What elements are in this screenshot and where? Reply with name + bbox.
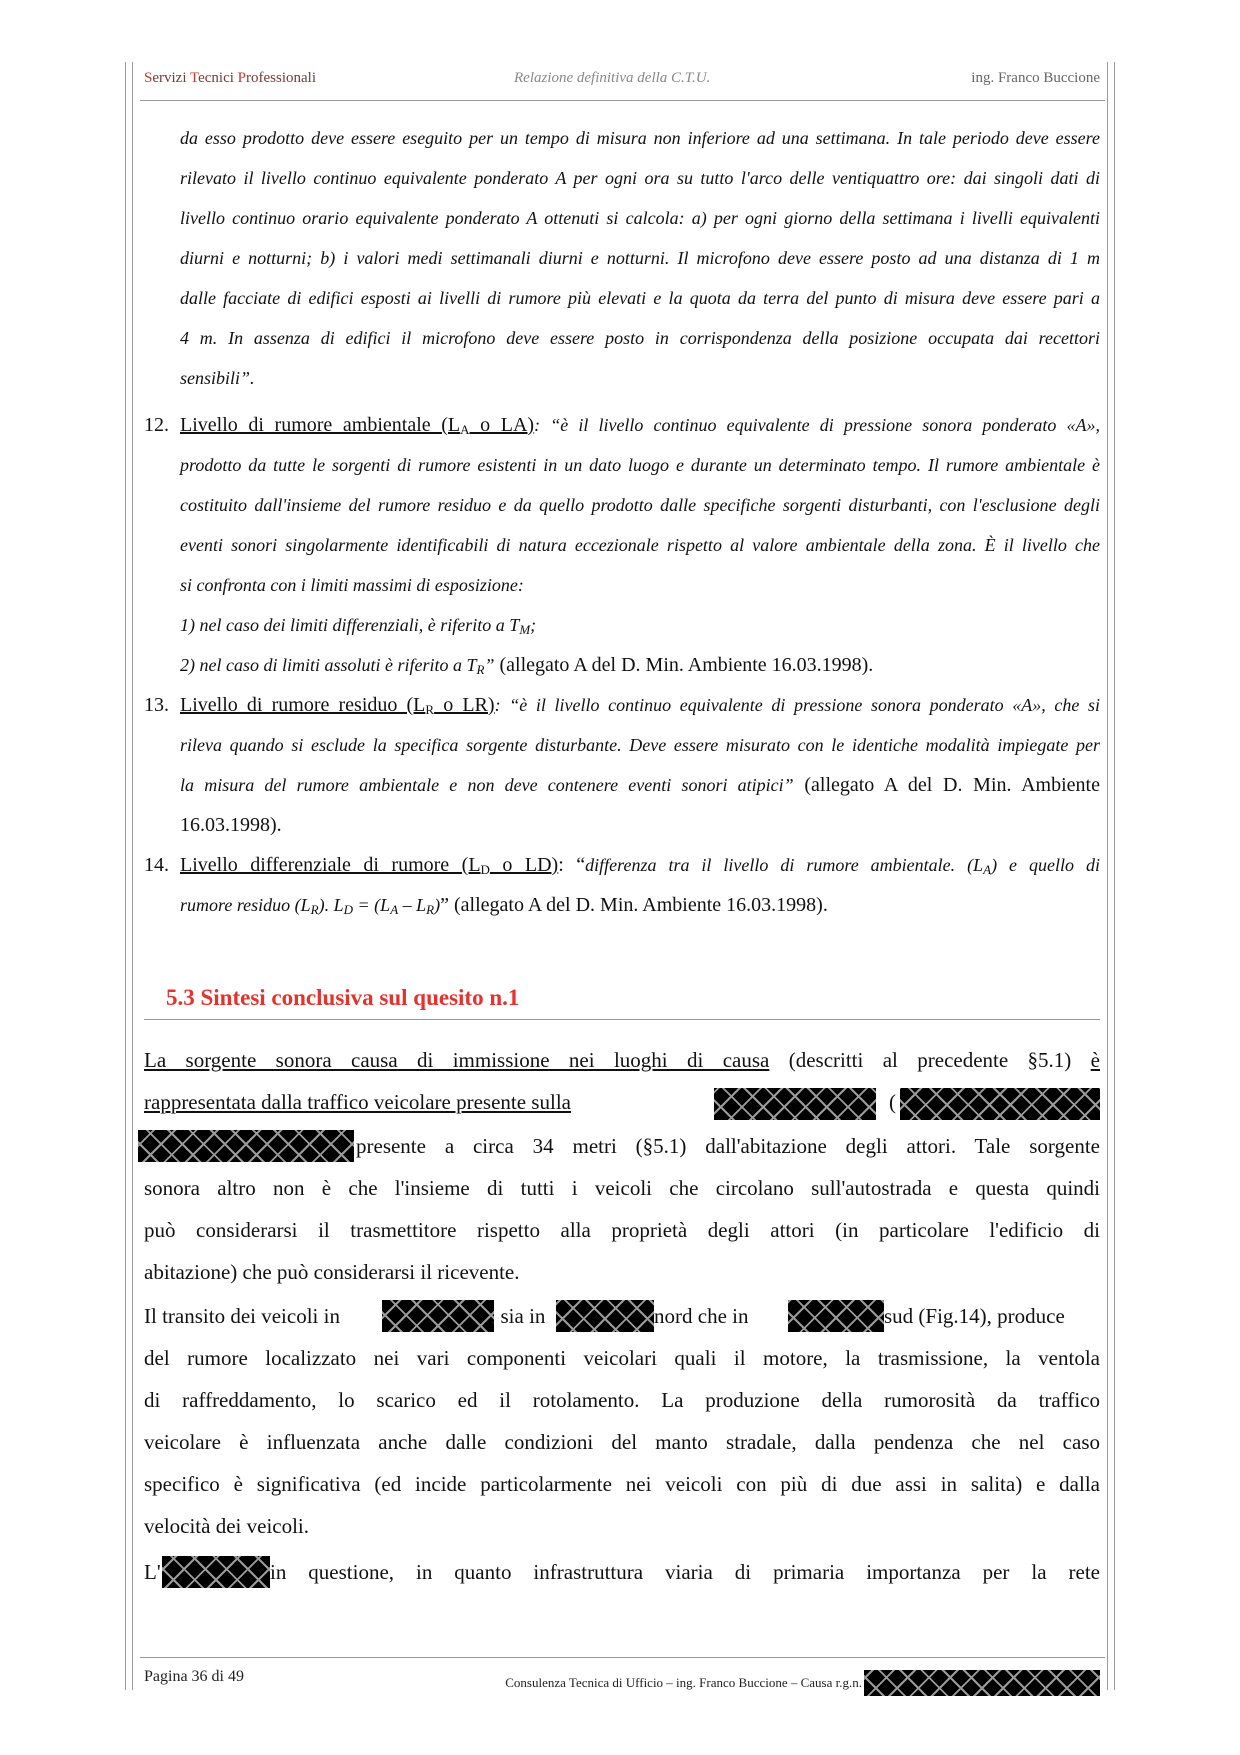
- continuation-line: livello continuo orario equivalente ponderato A ottenuti si calcola: a) per ogni giorno della settimana i livelli equivalenti: [180, 208, 1100, 228]
- continuation-line: 4 m. In assenza di edifici il microfono deve essere posto in corrispondenza della posizione occupata dai recettori: [180, 328, 1100, 348]
- redacted-block: [900, 1088, 1100, 1120]
- continuation-line: diurni e notturni; b) i valori medi settimanali diurni e notturni. Il microfono deve essere posto ad una distanza di 1 m: [180, 248, 1100, 268]
- continuation-line: da esso prodotto deve essere eseguito per un tempo di misura non inferiore ad una settimana. In tale periodo deve essere: [180, 128, 1100, 148]
- header-left: Servizi Tecnici Professionali: [144, 70, 316, 86]
- page-number: Pagina 36 di 49: [144, 1668, 244, 1685]
- redacted-block: [138, 1130, 354, 1162]
- redacted-block: [382, 1300, 494, 1332]
- section-title: 5.3 Sintesi conclusiva sul quesito n.1: [166, 985, 520, 1010]
- footer-rule: [140, 1657, 1105, 1658]
- item-term: Livello di rumore ambientale ($L_A$ o LA): [180, 414, 535, 437]
- page-frame-right-outer: [1114, 62, 1115, 1690]
- section-heading: [144, 985, 1100, 1020]
- item-number: 14.: [144, 854, 169, 876]
- item-line: rumore residuo $(L_R)$. $L_D = (L_A - L_R)$” (allegato A del D. Min. Ambiente 16.03.1998).: [180, 894, 828, 917]
- header-title: Relazione definitiva della C.T.U.: [514, 70, 711, 86]
- item-line: si confronta con i limiti massimi di esposizione:: [180, 575, 524, 595]
- page-frame-right-inner: [1107, 62, 1108, 1690]
- item-line: 16.03.1998).: [180, 814, 282, 836]
- page-frame-left-inner: [132, 62, 133, 1690]
- redacted-block: [162, 1556, 270, 1588]
- item-line: rileva quando si esclude la specifica sorgente disturbante. Deve essere misurato con le identiche modalità impiegate per: [180, 735, 1100, 755]
- redacted-block: [714, 1088, 876, 1120]
- item-subpoint: 1) nel caso dei limiti differenziali, è riferito a $T_M$;: [180, 615, 537, 637]
- item-subpoint: 2) nel caso di limiti assoluti è riferito a $T_R$” (allegato A del D. Min. Ambiente 16.03.1998).: [180, 654, 874, 677]
- header-rule: [140, 100, 1105, 101]
- footer-note: Consulenza Tecnica di Ufficio – ing. Franco Buccione – Causa r.g.n.: [505, 1670, 1100, 1696]
- redacted-block: [864, 1670, 1100, 1696]
- item-term: Livello di rumore residuo ($L_R$ o LR): [180, 694, 495, 717]
- item-line: eventi sonori singolarmente identificabili di natura eccezionale rispetto al valore ambientale della zona. È il livello che: [180, 535, 1100, 555]
- item-line: costituito dall'insieme del rumore residuo e da quello prodotto dalle specifiche sorgenti disturbanti, con l'esclusione degli: [180, 495, 1100, 515]
- header-author: ing. Franco Buccione: [971, 70, 1100, 86]
- continuation-line: dalle facciate di edifici esposti ai livelli di rumore più elevati e la quota da terra del punto di misura deve essere pari a: [180, 288, 1100, 308]
- redacted-block: [556, 1300, 654, 1332]
- redacted-block: [788, 1300, 884, 1332]
- page-frame-left-outer: [125, 62, 126, 1690]
- item-term: Livello differenziale di rumore ($L_D$ o LD): [180, 854, 559, 877]
- continuation-line: sensibili”.: [180, 368, 255, 388]
- item-line: prodotto da tutte le sorgenti di rumore esistenti in un dato luogo e durante un determinato tempo. Il rumore ambientale è: [180, 455, 1100, 475]
- continuation-line: rilevato il livello continuo equivalente ponderato A per ogni ora su tutto l'arco delle ventiquattro ore: dai singoli dati di: [180, 168, 1100, 188]
- page-header: [144, 70, 1100, 94]
- item-number: 13.: [144, 694, 169, 716]
- item-line: la misura del rumore ambientale e non deve contenere eventi sonori atipici” (allegato A del D. Min. Ambiente: [180, 774, 1100, 796]
- page-footer: [144, 1666, 1100, 1694]
- item-number: 12.: [144, 414, 169, 436]
